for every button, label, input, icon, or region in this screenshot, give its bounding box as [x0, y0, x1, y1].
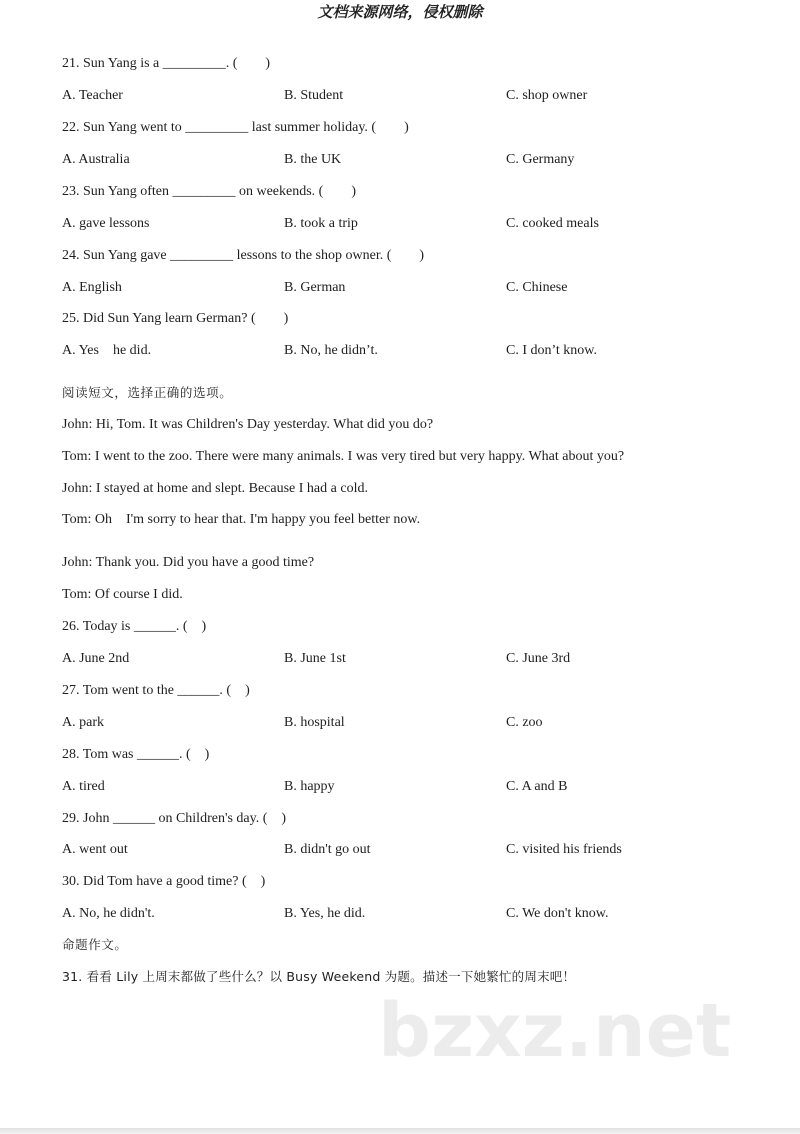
- q26-option-a: A. June 2nd: [62, 651, 130, 666]
- q24-option-a: A. English: [62, 280, 122, 295]
- q27-option-c: C. zoo: [506, 715, 543, 730]
- q23-option-b: B. took a trip: [284, 216, 358, 231]
- q28-option-c: C. A and B: [506, 779, 568, 794]
- q25-option-c: C. I don’t know.: [506, 343, 597, 358]
- question-27: 27. Tom went to the ______. ( ): [62, 683, 250, 698]
- q22-option-b: B. the UK: [284, 152, 342, 167]
- q29-option-b: B. didn't go out: [284, 842, 371, 857]
- question-26: 26. Today is ______. ( ): [62, 619, 207, 634]
- watermark-text: bzxz.net: [378, 988, 732, 1070]
- q29-option-c: C. visited his friends: [506, 842, 622, 857]
- q21-option-c: C. shop owner: [506, 88, 588, 103]
- dialogue-line: Tom: Of course I did.: [62, 587, 183, 602]
- question-22: 22. Sun Yang went to _________ last summer holiday. ( ): [62, 120, 409, 135]
- dialogue-line: John: I stayed at home and slept. Because I had a cold.: [62, 481, 368, 496]
- question-30: 30. Did Tom have a good time? ( ): [62, 874, 266, 889]
- q27-option-a: A. park: [62, 715, 104, 730]
- q22-option-c: C. Germany: [506, 152, 575, 167]
- q24-option-b: B. German: [284, 280, 346, 295]
- reading-instruction: 阅读短文，选择正确的选项。: [62, 385, 233, 400]
- dialogue-line: John: Hi, Tom. It was Children's Day yesterday. What did you do?: [62, 417, 434, 432]
- q21-option-a: A. Teacher: [62, 88, 123, 103]
- composition-instruction: 命题作文。: [62, 937, 128, 952]
- q21-option-b: B. Student: [284, 88, 344, 103]
- question-24: 24. Sun Yang gave _________ lessons to the shop owner. ( ): [62, 248, 425, 263]
- q23-option-a: A. gave lessons: [62, 216, 150, 231]
- q26-option-c: C. June 3rd: [506, 651, 571, 666]
- q22-option-a: A. Australia: [62, 152, 130, 167]
- q28-option-a: A. tired: [62, 779, 105, 794]
- q30-option-b: B. Yes, he did.: [284, 906, 366, 921]
- page-bottom-edge: [0, 1128, 800, 1134]
- question-23: 23. Sun Yang often _________ on weekends. ( ): [62, 184, 356, 199]
- q26-option-b: B. June 1st: [284, 651, 346, 666]
- question-21: 21. Sun Yang is a _________. ( ): [62, 56, 271, 71]
- dialogue-line: Tom: I went to the zoo. There were many animals. I was very tired but very happy. What about you?: [62, 449, 625, 464]
- q25-option-b: B. No, he didn’t.: [284, 343, 378, 358]
- question-31: 31. 看看 Lily 上周末都做了些什么？以 Busy Weekend 为题。描述一下她繁忙的周末吧！: [62, 969, 576, 984]
- dialogue-line: Tom: Oh I'm sorry to hear that. I'm happy you feel better now.: [62, 512, 421, 527]
- q24-option-c: C. Chinese: [506, 280, 568, 295]
- q30-option-c: C. We don't know.: [506, 906, 609, 921]
- question-29: 29. John ______ on Children's day. ( ): [62, 811, 287, 826]
- question-28: 28. Tom was ______. ( ): [62, 747, 210, 762]
- q30-option-a: A. No, he didn't.: [62, 906, 155, 921]
- q27-option-b: B. hospital: [284, 715, 345, 730]
- q23-option-c: C. cooked meals: [506, 216, 599, 231]
- q28-option-b: B. happy: [284, 779, 335, 794]
- watermark: [378, 986, 738, 1070]
- dialogue-line: John: Thank you. Did you have a good time?: [62, 555, 315, 570]
- question-25: 25. Did Sun Yang learn German? ( ): [62, 311, 289, 326]
- q25-option-a: A. Yes he did.: [62, 343, 152, 358]
- page-header: 文档来源网络，侵权删除: [317, 3, 483, 21]
- q29-option-a: A. went out: [62, 842, 128, 857]
